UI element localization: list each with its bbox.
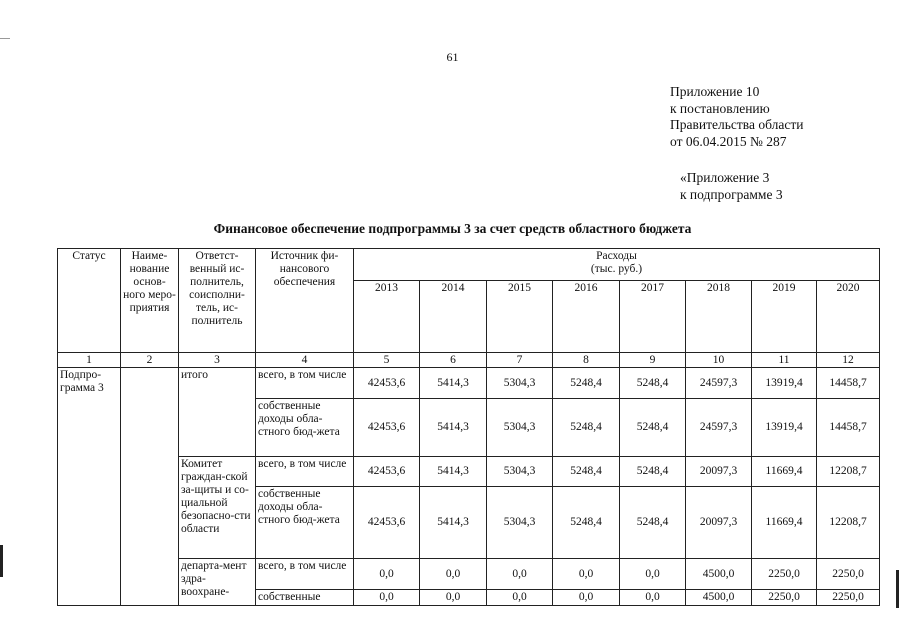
value-cell: 5304,3 (487, 457, 553, 487)
value-cell: 0,0 (553, 559, 620, 590)
scan-edge-mark (896, 570, 899, 608)
value-cell: 5304,3 (487, 487, 553, 559)
value-cell: 5414,3 (420, 368, 487, 399)
value-cell: 12208,7 (817, 487, 880, 559)
value-cell: 0,0 (487, 559, 553, 590)
column-number: 10 (686, 353, 752, 368)
value-cell: 24597,3 (686, 399, 752, 457)
value-cell: 5248,4 (553, 368, 620, 399)
value-cell: 14458,7 (817, 368, 880, 399)
header-year: 2015 (487, 281, 553, 353)
table-row (58, 457, 880, 487)
column-number: 8 (553, 353, 620, 368)
executor-cell: департа-мент здра-воохране- (179, 559, 256, 606)
appendix-block-secondary (680, 170, 783, 203)
scan-edge-line (0, 38, 10, 39)
column-number: 5 (354, 353, 420, 368)
value-cell: 5248,4 (553, 487, 620, 559)
value-cell: 2250,0 (752, 559, 817, 590)
column-number: 7 (487, 353, 553, 368)
appendix-line: от 06.04.2015 № 287 (670, 133, 787, 149)
source-cell: всего, в том числе (256, 457, 354, 487)
value-cell: 11669,4 (752, 457, 817, 487)
value-cell: 20097,3 (686, 457, 752, 487)
source-cell: собственные доходы обла-стного бюд-жета (256, 487, 354, 559)
status-cell: Подпро-грамма 3 (58, 368, 121, 606)
value-cell: 42453,6 (354, 487, 420, 559)
value-cell: 5304,3 (487, 368, 553, 399)
header-year: 2013 (354, 281, 420, 353)
column-number: 2 (121, 353, 179, 368)
document-title: Финансовое обеспечение подпрограммы 3 за счет средств областного бюджета (213, 221, 692, 236)
header-expenses (354, 249, 880, 281)
value-cell: 0,0 (420, 590, 487, 606)
column-number: 11 (752, 353, 817, 368)
value-cell: 4500,0 (686, 590, 752, 606)
value-cell: 5304,3 (487, 399, 553, 457)
value-cell: 0,0 (354, 559, 420, 590)
value-cell: 11669,4 (752, 487, 817, 559)
name-cell (121, 368, 179, 606)
executor-cell: итого (179, 368, 256, 457)
value-cell: 2250,0 (817, 559, 880, 590)
appendix-line: Приложение 10 (670, 84, 760, 99)
table-row (58, 368, 880, 399)
value-cell: 5248,4 (620, 368, 686, 399)
value-cell: 5248,4 (620, 399, 686, 457)
appendix-block (670, 84, 803, 150)
value-cell: 2250,0 (752, 590, 817, 606)
table-header-row (58, 249, 880, 281)
value-cell: 0,0 (354, 590, 420, 606)
header-source: Источник фи-нансового обеспечения (256, 249, 354, 353)
value-cell: 14458,7 (817, 399, 880, 457)
header-name: Наиме-нование основ-ного меро-приятия (121, 249, 179, 353)
value-cell: 13919,4 (752, 399, 817, 457)
value-cell: 5248,4 (553, 457, 620, 487)
header-year: 2017 (620, 281, 686, 353)
value-cell: 5414,3 (420, 487, 487, 559)
column-number: 12 (817, 353, 880, 368)
value-cell: 12208,7 (817, 457, 880, 487)
value-cell: 0,0 (487, 590, 553, 606)
source-cell: всего, в том числе (256, 559, 354, 590)
value-cell: 20097,3 (686, 487, 752, 559)
column-number: 9 (620, 353, 686, 368)
appendix-line: к подпрограмме 3 (680, 186, 783, 202)
source-cell: собственные доходы обла-стного бюд-жета (256, 399, 354, 457)
header-year: 2020 (817, 281, 880, 353)
column-number: 4 (256, 353, 354, 368)
value-cell: 0,0 (420, 559, 487, 590)
header-expenses-unit: (тыс. руб.) (590, 263, 643, 275)
value-cell: 0,0 (620, 559, 686, 590)
page-number: 61 (446, 50, 459, 64)
value-cell: 0,0 (620, 590, 686, 606)
value-cell: 5248,4 (620, 457, 686, 487)
header-year: 2019 (752, 281, 817, 353)
appendix-line: к постановлению (670, 100, 770, 116)
value-cell: 0,0 (553, 590, 620, 606)
header-year: 2016 (553, 281, 620, 353)
value-cell: 5414,3 (420, 457, 487, 487)
value-cell: 42453,6 (354, 399, 420, 457)
column-number: 6 (420, 353, 487, 368)
header-expenses-label: Расходы (596, 250, 637, 262)
appendix-line: «Приложение 3 (680, 170, 770, 185)
column-number-row (58, 353, 880, 368)
source-cell: всего, в том числе (256, 368, 354, 399)
header-status: Статус (58, 249, 121, 353)
executor-cell: Комитет граждан-ской за-щиты и со-циальной безопасно-сти области (179, 457, 256, 559)
value-cell: 42453,6 (354, 368, 420, 399)
value-cell: 13919,4 (752, 368, 817, 399)
appendix-line: Правительства области (670, 117, 804, 132)
source-cell: собственные (256, 590, 354, 606)
header-year: 2018 (686, 281, 752, 353)
budget-table (57, 248, 880, 606)
header-year: 2014 (420, 281, 487, 353)
value-cell: 4500,0 (686, 559, 752, 590)
column-number: 1 (58, 353, 121, 368)
value-cell: 2250,0 (817, 590, 880, 606)
header-responsible: Ответст-венный ис-полнитель, соисполни-тель, ис-полнитель (179, 249, 256, 353)
scan-edge-mark (0, 545, 3, 577)
value-cell: 5414,3 (420, 399, 487, 457)
column-number: 3 (179, 353, 256, 368)
value-cell: 5248,4 (553, 399, 620, 457)
value-cell: 42453,6 (354, 457, 420, 487)
value-cell: 5248,4 (620, 487, 686, 559)
table-row (58, 559, 880, 590)
value-cell: 24597,3 (686, 368, 752, 399)
